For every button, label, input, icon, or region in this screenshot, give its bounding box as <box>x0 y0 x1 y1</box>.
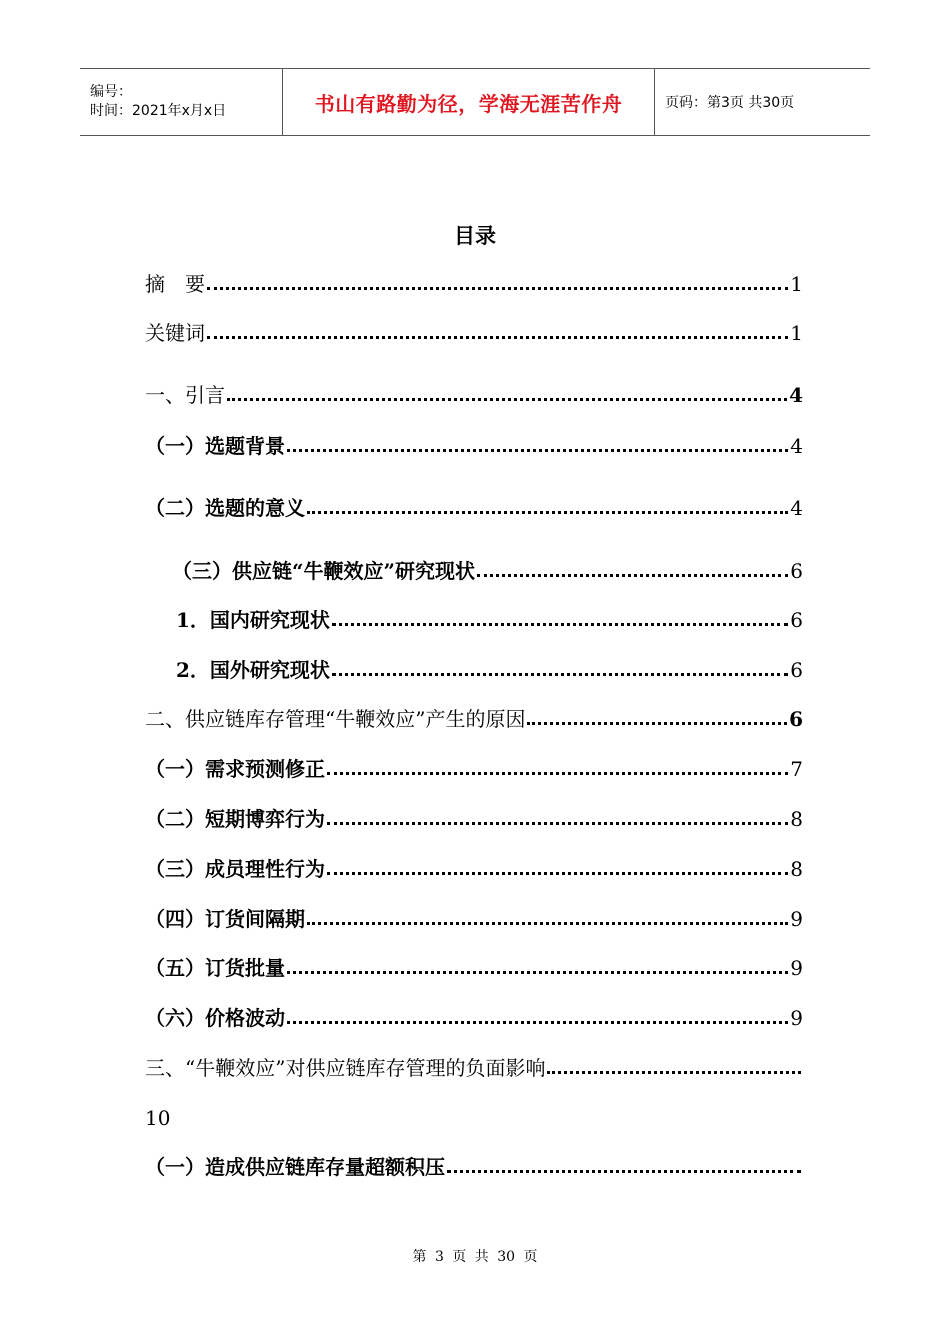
toc-leader-dots <box>332 673 788 676</box>
toc-entry-keywords[interactable] <box>145 319 803 347</box>
toc-entry-label: 摘 要 <box>145 272 205 296</box>
toc-entry-page: 6 <box>790 608 803 632</box>
header-time-label: 时间：2021年x月x日 <box>90 103 227 119</box>
toc-leader-dots <box>287 449 788 452</box>
toc-entry-causes[interactable] <box>145 705 803 733</box>
toc-entry-order-batch[interactable] <box>145 954 803 982</box>
toc-entry-page: 6 <box>790 658 803 682</box>
toc-entry-background[interactable] <box>145 432 803 460</box>
toc-entry-label: （四）订货间隔期 <box>145 907 305 931</box>
toc-entry-label: （三）供应链“牛鞭效应”研究现状 <box>172 559 476 583</box>
toc-entry-page: 1 <box>790 321 803 345</box>
toc-entry-label: （二）选题的意义 <box>145 496 305 520</box>
toc-leader-dots <box>527 722 787 725</box>
page-header <box>80 68 870 136</box>
toc-entry-page: 9 <box>790 956 803 980</box>
toc-entry-page: 9 <box>790 907 803 931</box>
toc-entry-page: 6 <box>790 559 803 583</box>
toc-entry-label: （六）价格波动 <box>145 1006 285 1030</box>
toc-entry-inventory-overstock[interactable] <box>145 1153 803 1181</box>
toc-entry-label: （三）成员理性行为 <box>145 857 325 881</box>
toc-entry-abstract[interactable] <box>145 270 803 298</box>
toc-leader-dots <box>477 574 788 577</box>
toc-wrapped-page-number: 10 <box>145 1106 171 1130</box>
toc-entry-label: 二、供应链库存管理“牛鞭效应”产生的原因 <box>145 707 526 731</box>
toc-leader-dots <box>547 1071 801 1074</box>
toc-entry-page: 6 <box>789 707 803 731</box>
toc-entry-page: 4 <box>790 434 803 458</box>
toc-entry-significance[interactable] <box>145 494 803 522</box>
toc-entry-label: 三、“牛鞭效应”对供应链库存管理的负面影响 <box>145 1056 546 1080</box>
toc-entry-page: 8 <box>790 857 803 881</box>
toc-entry-demand-forecast[interactable] <box>145 755 803 783</box>
toc-entry-rational-behavior[interactable] <box>145 855 803 883</box>
toc-entry-label: 一、引言 <box>145 383 225 407</box>
toc-entry-foreign[interactable] <box>176 656 803 684</box>
toc-leader-dots <box>287 971 788 974</box>
toc-leader-dots <box>327 772 788 775</box>
toc-entry-label: 关键词 <box>145 321 205 345</box>
toc-entry-research-status[interactable] <box>172 557 803 585</box>
header-motto: 书山有路勤为径，学海无涯苦作舟 <box>282 69 655 135</box>
toc-leader-dots <box>207 336 788 339</box>
toc-leader-dots <box>332 623 788 626</box>
toc-entry-page: 4 <box>789 383 803 407</box>
toc-leader-dots <box>327 872 788 875</box>
toc-leader-dots <box>207 287 788 290</box>
header-page-info: 页码：第3页 共30页 <box>665 95 795 111</box>
toc-title: 目录 <box>454 223 496 248</box>
toc-entry-page: 9 <box>790 1006 803 1030</box>
toc-entry-short-term-game[interactable] <box>145 805 803 833</box>
toc-entry-domestic[interactable] <box>176 606 803 634</box>
toc-entry-label: （五）订货批量 <box>145 956 285 980</box>
header-meta <box>80 69 282 135</box>
toc-entry-page: 7 <box>790 757 803 781</box>
toc-entry-intro[interactable] <box>145 381 803 409</box>
toc-leader-dots <box>327 822 788 825</box>
toc-leader-dots <box>307 511 788 514</box>
toc-entry-label: （二）短期博弈行为 <box>145 807 325 831</box>
header-number-label: 编号： <box>90 84 132 100</box>
toc-entry-page: 1 <box>790 272 803 296</box>
toc-leader-dots <box>287 1021 788 1024</box>
toc-entry-label: 1．国内研究现状 <box>176 608 330 632</box>
toc-entry-page: 4 <box>790 496 803 520</box>
toc-entry-price-fluctuation[interactable] <box>145 1004 803 1032</box>
toc-entry-label: （一）需求预测修正 <box>145 757 325 781</box>
page-footer: 第 3 页 共 30 页 <box>412 1249 538 1265</box>
toc-entry-page: 8 <box>790 807 803 831</box>
toc-leader-dots <box>227 398 787 401</box>
toc-entry-label: （一）选题背景 <box>145 434 285 458</box>
toc-entry-negative-impact[interactable] <box>145 1054 803 1082</box>
toc-entry-order-interval[interactable] <box>145 905 803 933</box>
toc-leader-dots <box>447 1170 801 1173</box>
toc-entry-label: （一）造成供应链库存量超额积压 <box>145 1155 445 1179</box>
toc-leader-dots <box>307 922 788 925</box>
toc-entry-label: 2．国外研究现状 <box>176 658 330 682</box>
